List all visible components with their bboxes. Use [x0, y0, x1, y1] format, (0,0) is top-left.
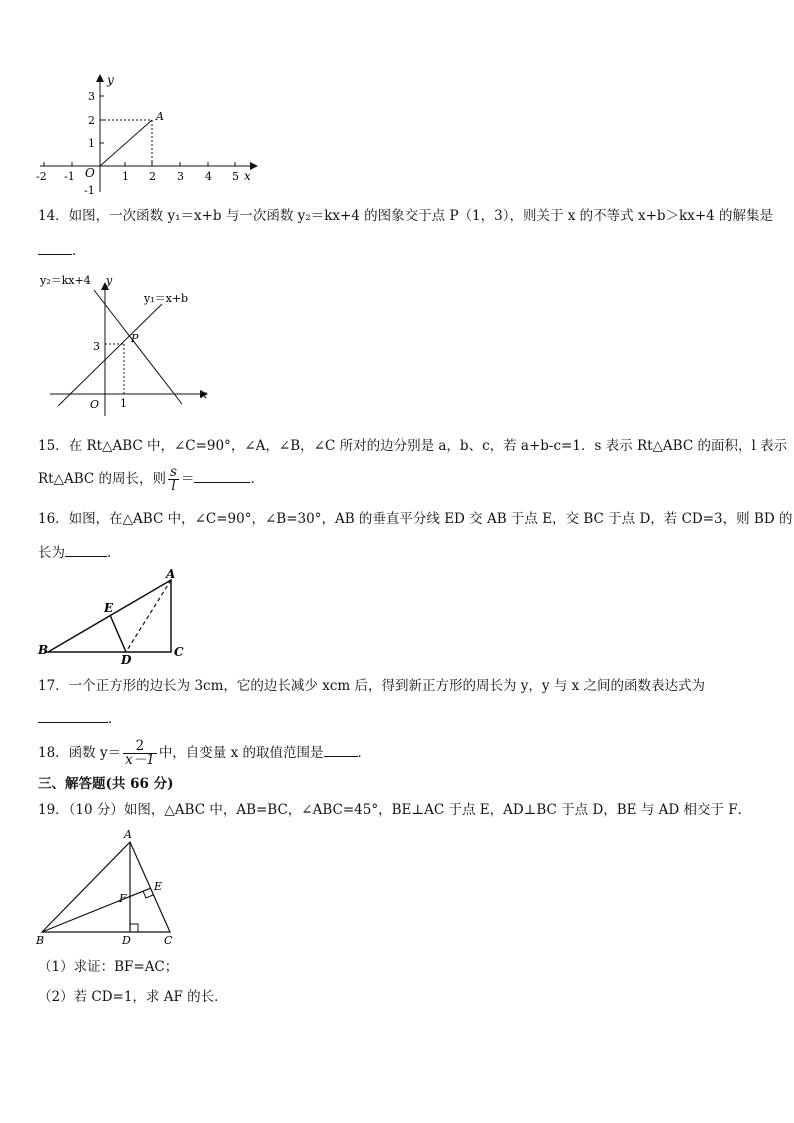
q14-figure: [36, 270, 216, 418]
q18-frac-num: 2: [123, 740, 157, 754]
q17-line2: [38, 708, 122, 728]
label-b: B: [38, 643, 49, 657]
origin-label: O: [90, 398, 100, 411]
q14-line2: [38, 240, 86, 260]
origin-label: O: [85, 166, 95, 180]
label-d: D: [122, 934, 131, 947]
q15-frac-num: s: [170, 464, 177, 480]
segment-ad: [126, 580, 171, 652]
segment-ed: [110, 615, 126, 652]
label-e: E: [104, 601, 114, 615]
x-tick-4: 4: [205, 170, 212, 183]
y-axis-label: y: [107, 74, 114, 87]
q16-line2-pre: 长为: [38, 545, 65, 561]
q19-line1: 19．（10 分）如图，△ABC 中，AB=BC，∠ABC=45°，BE⊥AC 于点 E，AD⊥BC 于点 D，BE 与 AD 相交于 F．: [38, 802, 752, 818]
q17-line2-end: ．: [108, 711, 122, 727]
q13-figure: [30, 74, 260, 198]
q14-line1: 14．如图，一次函数 y₁＝x+b 与一次函数 y₂＝kx+4 的图象交于点 P（1，3），则关于 x 的不等式 x+b＞kx+4 的解集是: [38, 208, 774, 224]
point-p-label: P: [131, 332, 139, 345]
x-axis-label: x: [244, 169, 251, 183]
x-tick-5: 5: [232, 170, 239, 183]
x-tick-1: 1: [122, 170, 129, 183]
segment-oa: [100, 120, 152, 166]
q18-post: 中，自变量 x 的取值范围是: [158, 745, 324, 761]
label-b: B: [36, 934, 45, 947]
q16-figure: [36, 568, 196, 668]
section-3-title: 三、解答题(共 66 分): [38, 776, 174, 792]
q15-fraction: [168, 466, 179, 493]
q15-answer-blank: [194, 468, 250, 483]
q17-answer-blank: [38, 708, 108, 723]
y-tick-2: 2: [88, 114, 95, 127]
y-tick-3: 3: [88, 90, 95, 103]
q18-frac-den: x－1: [125, 752, 155, 768]
q15-line1: 15．在 Rt△ABC 中，∠C=90°，∠A，∠B，∠C 所对的边分别是 a，b、c，若 a+b-c=1．s 表示 Rt△ABC 的面积，l 表示: [38, 438, 788, 454]
q14-answer-blank: [38, 240, 72, 255]
q18-pre: 18．函数 y＝: [38, 745, 122, 761]
label-c: C: [164, 934, 173, 947]
x-tick-3: 3: [177, 170, 184, 183]
q15-frac-den: l: [171, 478, 176, 494]
q18-line: [38, 740, 371, 767]
label-f: F: [119, 892, 127, 905]
x-tick-2: 2: [149, 170, 156, 183]
label-a: A: [166, 568, 176, 581]
q16-line2: [38, 542, 121, 562]
q17-line1: 17．一个正方形的边长为 3cm，它的边长减少 xcm 后，得到新正方形的周长为 y，y 与 x 之间的函数表达式为: [38, 678, 706, 694]
y-axis-label: y: [106, 274, 113, 287]
line-y2: [94, 290, 182, 404]
q15-line2: [38, 466, 264, 493]
y-tick-1: 1: [88, 137, 95, 150]
y2-label: y₂＝kx+4: [40, 274, 91, 287]
q18-fraction: [123, 740, 157, 767]
label-a: A: [124, 828, 132, 841]
q16-line1: 16．如图，在△ABC 中，∠C=90°，∠B=30°，AB 的垂直平分线 ED 交 AB 于点 E，交 BC 于点 D，若 CD=3，则 BD 的: [38, 511, 793, 527]
q15-line2-end: ．: [250, 471, 264, 487]
q15-line2-post: ＝: [180, 471, 195, 487]
y-tick-neg1: -1: [84, 184, 95, 197]
q19-sub2: （2）若 CD=1，求 AF 的长．: [38, 989, 228, 1005]
y-tick-3: 3: [93, 340, 100, 353]
q18-answer-blank: [324, 742, 358, 757]
x-axis-label: x: [201, 388, 208, 401]
point-a-label: A: [156, 110, 164, 123]
q16-line2-end: ．: [107, 545, 121, 561]
q14-line2-end: ．: [72, 243, 86, 259]
label-e: E: [154, 880, 163, 893]
q19-figure: [34, 828, 184, 948]
segment-be: [42, 888, 151, 932]
x-tick-neg1: -1: [64, 170, 75, 183]
label-c: C: [174, 645, 184, 659]
q16-answer-blank: [65, 542, 107, 557]
y1-label: y₁＝x+b: [144, 292, 189, 305]
line-y1: [58, 304, 162, 406]
q19-sub1: （1）求证：BF=AC；: [38, 959, 179, 975]
x-tick-neg2: -2: [36, 170, 47, 183]
x-tick-1: 1: [120, 397, 127, 410]
label-d: D: [121, 653, 132, 667]
q15-line2-pre: Rt△ABC 的周长，则: [38, 471, 167, 487]
q18-end: ．: [357, 745, 372, 761]
